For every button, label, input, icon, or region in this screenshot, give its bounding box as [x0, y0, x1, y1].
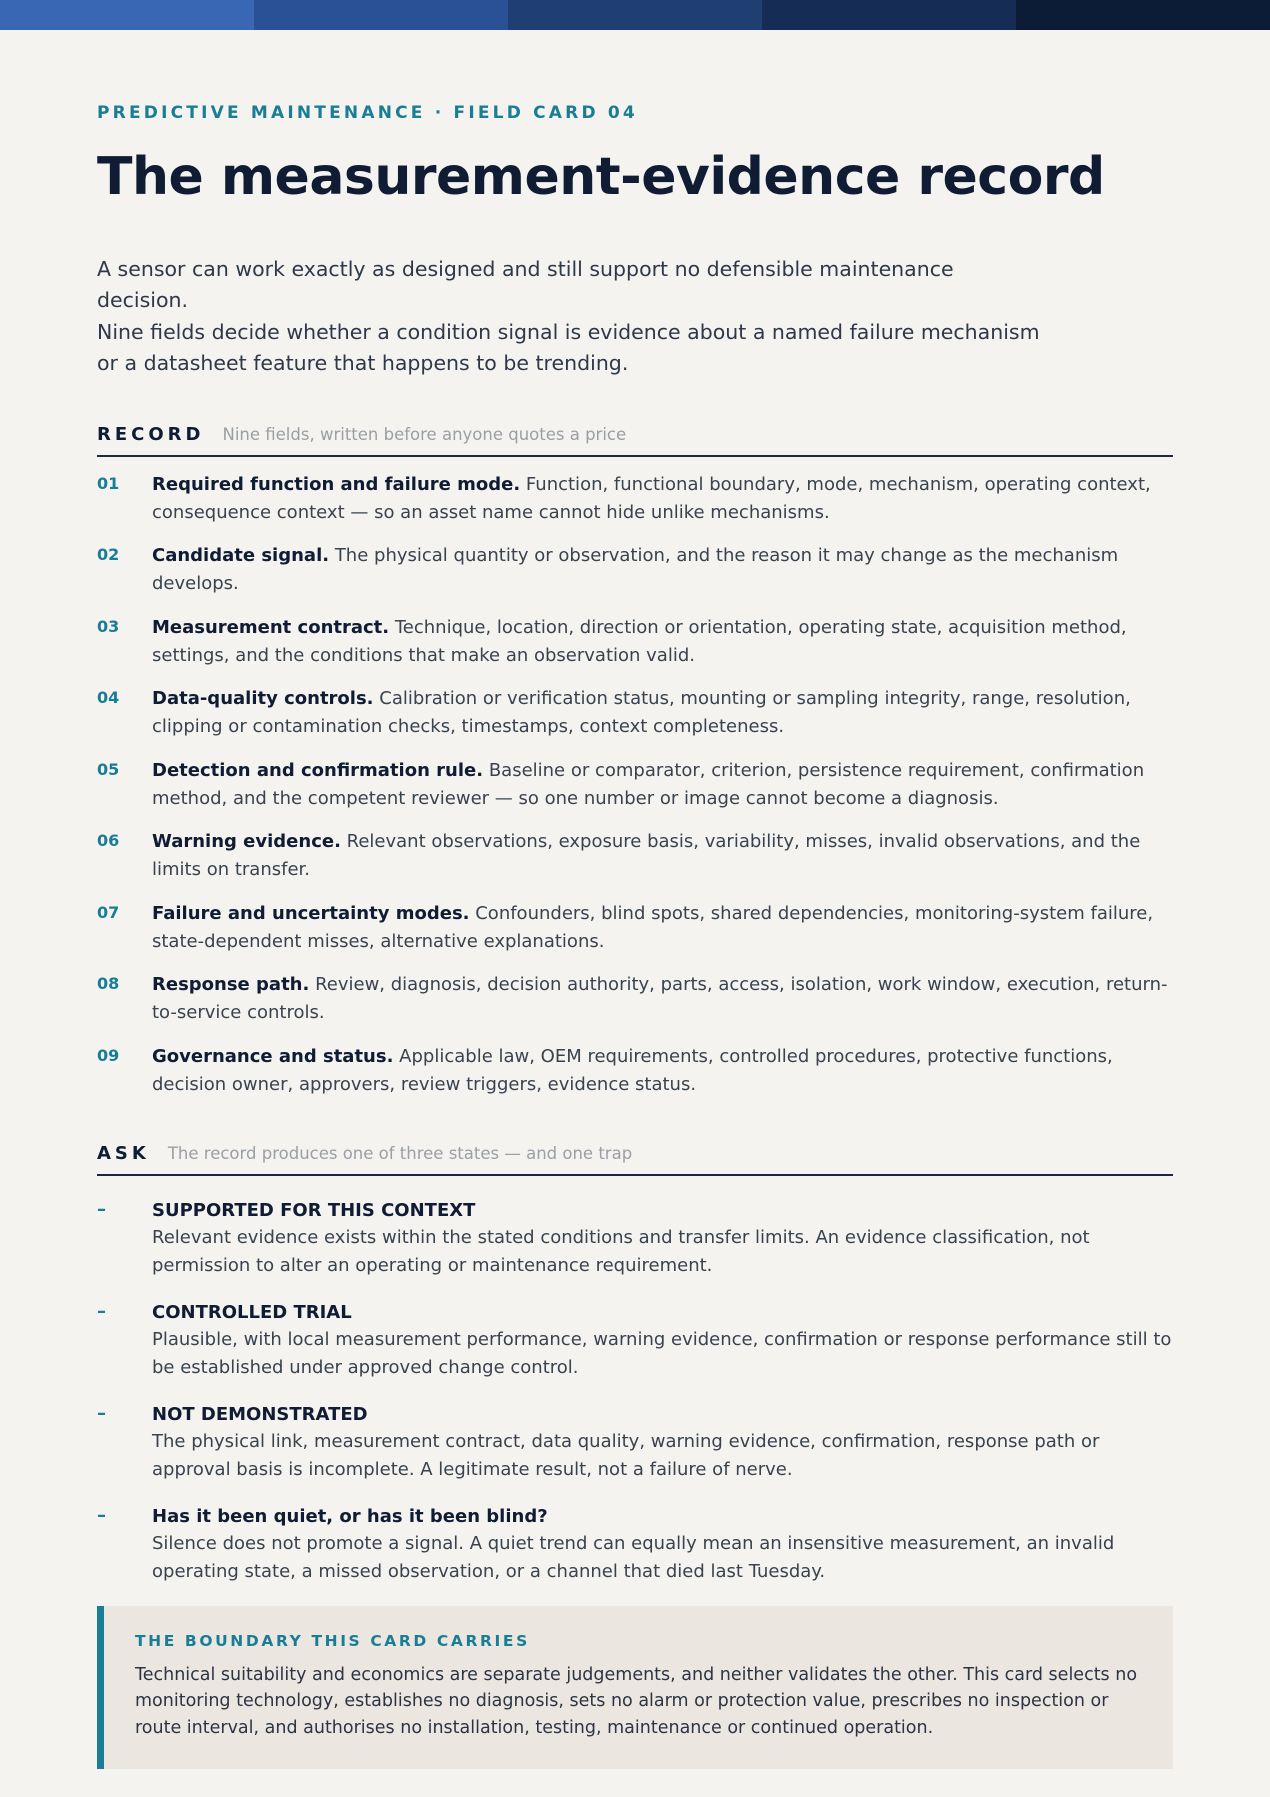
field-description: Technique, location, direction or orientation, operating state, acquisition method, settings, and the conditions that make an observation valid. [152, 616, 1127, 666]
lede-line: Nine fields decide whether a condition signal is evidence about a named failure mechanism [97, 319, 1040, 344]
field-body [152, 971, 1173, 1027]
dash-icon: – [97, 1504, 106, 1526]
ask-state-heading: SUPPORTED FOR THIS CONTEXT [152, 1199, 476, 1221]
record-field-list [97, 471, 1173, 1099]
field-body [152, 900, 1173, 956]
ask-state-item [97, 1504, 1173, 1586]
field-body [152, 1043, 1173, 1099]
field-number: 06 [97, 831, 120, 851]
field-body [152, 685, 1173, 741]
ask-state-text: The physical link, measurement contract, data quality, warning evidence, confirmation, response path or approval basis is incomplete. A legitimate result, not a failure of nerve. [152, 1430, 1100, 1480]
record-field-row [97, 971, 1173, 1027]
field-description: The physical quantity or observation, and the reason it may change as the mechanism develops. [152, 545, 1119, 595]
field-number: 08 [97, 974, 120, 994]
ask-state-text: Relevant evidence exists within the stated conditions and transfer limits. An evidence classification, not permission to alter an operating or maintenance requirement. [152, 1226, 1090, 1276]
ask-section-label: ASK [97, 1142, 150, 1164]
field-term: Warning evidence. [152, 831, 341, 853]
top-bar-segment [0, 0, 254, 30]
record-field-row [97, 757, 1173, 813]
record-field-row [97, 900, 1173, 956]
record-section-subtitle: Nine fields, written before anyone quotes a price [222, 424, 627, 444]
lede-line: A sensor can work exactly as designed and still support no defensible maintenance decision. [97, 256, 954, 313]
ask-content [152, 1504, 1173, 1586]
ask-state-heading: Has it been quiet, or has it been blind? [152, 1505, 548, 1527]
lede-line: or a datasheet feature that happens to be trending. [97, 351, 629, 376]
field-number: 01 [97, 473, 120, 493]
top-bar-segment [254, 0, 508, 30]
top-bar-segment [508, 0, 762, 30]
top-bar-segment [1016, 0, 1270, 30]
field-body [152, 471, 1173, 527]
ask-state-item [97, 1402, 1173, 1484]
field-term: Governance and status. [152, 1045, 394, 1067]
field-card [0, 103, 1270, 1797]
ask-state-heading: NOT DEMONSTRATED [152, 1403, 368, 1425]
field-description: Function, functional boundary, mode, mechanism, operating context, consequence context — so an asset name cannot hide unlike mechanisms. [152, 473, 1151, 523]
callout-title: THE BOUNDARY THIS CARD CARRIES [135, 1631, 530, 1650]
field-description: Baseline or comparator, criterion, persistence requirement, confirmation method, and the competent reviewer — so one number or image cannot become a diagnosis. [152, 759, 1145, 809]
page-title: The measurement-evidence record [97, 147, 1105, 207]
field-description: Confounders, blind spots, shared dependencies, monitoring-system failure, state-dependent misses, alternative explanations. [152, 902, 1154, 952]
dash-icon: – [97, 1300, 106, 1322]
field-body [152, 828, 1173, 884]
eyebrow-label: PREDICTIVE MAINTENANCE · FIELD CARD 04 [97, 103, 638, 123]
ask-state-item [97, 1300, 1173, 1382]
ask-state-heading: CONTROLLED TRIAL [152, 1301, 352, 1323]
field-number: 09 [97, 1045, 120, 1065]
ask-state-item [97, 1198, 1173, 1280]
field-description: Review, diagnosis, decision authority, parts, access, isolation, work window, execution, return-to-service controls. [152, 974, 1168, 1024]
record-field-row [97, 614, 1173, 670]
ask-state-text: Plausible, with local measurement performance, warning evidence, confirmation or response performance still to be established under approved change control. [152, 1328, 1172, 1378]
field-term: Candidate signal. [152, 545, 330, 567]
field-body [152, 757, 1173, 813]
record-field-row [97, 685, 1173, 741]
callout-text: Technical suitability and economics are separate judgements, and neither validates the other. This card selects no monitoring technology, establishes no diagnosis, sets no alarm or protection value, prescribes no inspection or route interval, and authorises no installation, testing, maintenance or continued operation. [135, 1664, 1138, 1738]
ask-content [152, 1402, 1173, 1484]
ask-state-list [97, 1198, 1173, 1586]
field-number: 03 [97, 616, 120, 636]
record-section-header [97, 424, 1173, 457]
dash-icon: – [97, 1402, 106, 1424]
field-number: 04 [97, 688, 120, 708]
record-field-row [97, 1043, 1173, 1099]
record-field-row [97, 828, 1173, 884]
ask-content [152, 1300, 1173, 1382]
field-number: 05 [97, 759, 120, 779]
record-section-label: RECORD [97, 423, 205, 445]
field-description: Relevant observations, exposure basis, variability, misses, invalid observations, and the limits on transfer. [152, 831, 1141, 881]
field-body [152, 614, 1173, 670]
field-number: 07 [97, 902, 120, 922]
record-field-row [97, 471, 1173, 527]
field-term: Response path. [152, 974, 310, 996]
field-term: Detection and confirmation rule. [152, 759, 484, 781]
field-term: Data-quality controls. [152, 688, 374, 710]
field-term: Required function and failure mode. [152, 473, 521, 495]
field-term: Measurement contract. [152, 616, 390, 638]
ask-section-subtitle: The record produces one of three states — and one trap [167, 1143, 633, 1163]
field-description: Applicable law, OEM requirements, controlled procedures, protective functions, decision owner, approvers, review triggers, evidence status. [152, 1045, 1113, 1095]
field-body [152, 542, 1173, 598]
ask-content [152, 1198, 1173, 1280]
dash-icon: – [97, 1198, 106, 1220]
field-description: Calibration or verification status, mounting or sampling integrity, range, resolution, clipping or contamination checks, timestamps, context completeness. [152, 688, 1131, 738]
field-term: Failure and uncertainty modes. [152, 902, 470, 924]
field-number: 02 [97, 545, 120, 565]
ask-section-header [97, 1143, 1173, 1176]
top-bar-segment [762, 0, 1016, 30]
top-color-bar [0, 0, 1270, 30]
lede-paragraph [97, 254, 1047, 380]
ask-state-text: Silence does not promote a signal. A quiet trend can equally mean an insensitive measurement, an invalid operating state, a missed observation, or a channel that died last Tuesday. [152, 1532, 1115, 1582]
record-field-row [97, 542, 1173, 598]
boundary-callout [97, 1606, 1173, 1770]
